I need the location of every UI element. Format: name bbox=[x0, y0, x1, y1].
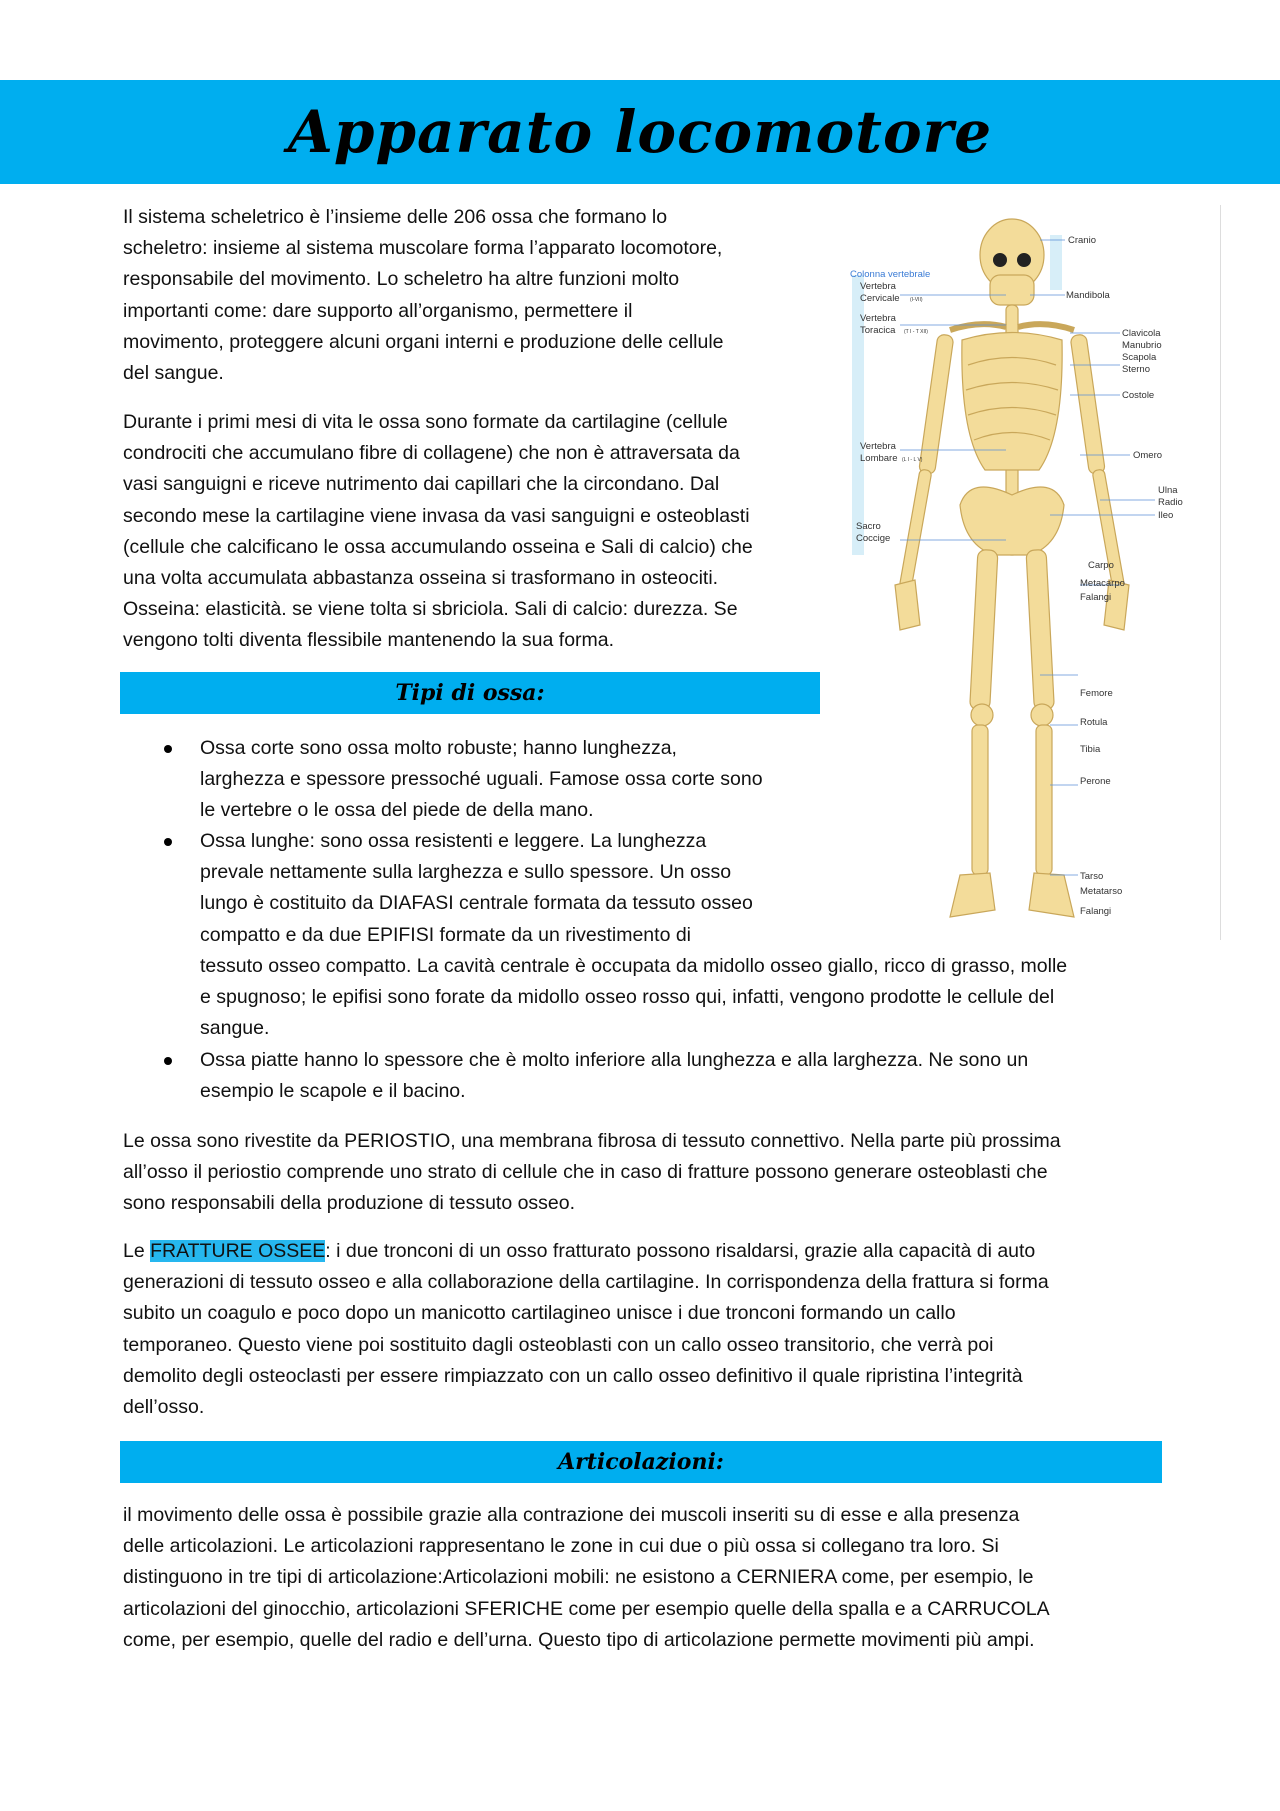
text-line: il movimento delle ossa è possibile grazie alla contrazione dei muscoli inseriti su di esse e alla presenza bbox=[123, 1504, 1020, 1526]
fratture-paragraph bbox=[123, 1236, 1049, 1423]
text-fragment: Le bbox=[123, 1240, 151, 1262]
text-line: demolito degli osteoclasti per essere rimpiazzato con un callo osseo definitivo il quale ripristina l’integrità bbox=[123, 1364, 1023, 1387]
bullet-dot bbox=[164, 745, 172, 753]
eye-socket bbox=[1017, 253, 1031, 267]
label-cervicale: Cervicale bbox=[860, 293, 900, 304]
text-line: tessuto osseo compatto. La cavità centrale è occupata da midollo osseo giallo, ricco di grasso, molle bbox=[200, 954, 1068, 977]
text-line: dell’osso. bbox=[123, 1396, 205, 1419]
bullet-ossa-piatte bbox=[200, 1045, 1028, 1107]
text-line: condrociti che accumulano fibre di collagene) che non è attraversata da bbox=[123, 442, 740, 465]
bullet-dot bbox=[164, 1057, 172, 1065]
text-line: all’osso il periostio comprende uno strato di cellule che in caso di fratture possono generare osteoblasti che bbox=[123, 1161, 1048, 1184]
label-falangi: Falangi bbox=[1080, 592, 1112, 603]
label-sterno: Sterno bbox=[1122, 364, 1150, 375]
label-ulna: Ulna bbox=[1158, 485, 1178, 496]
text-line: Ossa lunghe: sono ossa resistenti e leggere. La lunghezza bbox=[200, 830, 707, 852]
text-line: generazioni di tessuto osseo e alla collaborazione della cartilagine. In corrispondenza della frattura si forma bbox=[123, 1271, 1049, 1294]
text-line: Durante i primi mesi di vita le ossa sono formate da cartilagine (cellule bbox=[123, 411, 728, 433]
label-omero: Omero bbox=[1133, 450, 1163, 461]
text-line: subito un coagulo e poco dopo un manicotto cartilagineo unisce i due tronconi formando un callo bbox=[123, 1302, 956, 1325]
text-line: larghezza e spessore pressoché uguali. Famose ossa corte sono bbox=[200, 768, 763, 791]
label-costole: Costole bbox=[1122, 390, 1155, 401]
label-lombare: Lombare bbox=[860, 453, 898, 464]
text-line: sangue. bbox=[200, 1017, 270, 1040]
text-line: (cellule che calcificano le ossa accumulando osseina e Sali di calcio) che bbox=[123, 535, 753, 558]
text-line: una volta accumulata abbastanza osseina si trasformano in osteociti. bbox=[123, 567, 719, 590]
periostio-paragraph bbox=[123, 1126, 1061, 1220]
section-heading-tipi-di-ossa bbox=[120, 672, 820, 714]
text-line: movimento, proteggere alcuni organi interni e produzione delle cellule bbox=[123, 330, 724, 353]
section-heading-text: Articolazioni: bbox=[558, 1449, 724, 1475]
text-line: importanti come: dare supporto all’organismo, permettere il bbox=[123, 299, 633, 322]
text-line: secondo mese la cartilagine viene invasa da vasi sanguigni e osteoblasti bbox=[123, 504, 750, 527]
label-scapola: Scapola bbox=[1122, 352, 1157, 363]
text-line: Il sistema scheletrico è l’insieme delle 206 ossa che formano lo bbox=[123, 206, 668, 228]
text-line: temporaneo. Questo viene poi sostituito dagli osteoblasti con un callo osseo transitorio, che verrà poi bbox=[123, 1333, 994, 1356]
section-heading-text: Tipi di ossa: bbox=[395, 680, 545, 706]
label-metacarpo: Metacarpo bbox=[1080, 578, 1125, 589]
label-vertebra: Vertebra bbox=[860, 313, 896, 324]
label-tibia: Tibia bbox=[1080, 744, 1101, 755]
label-vertebra: Vertebra bbox=[860, 281, 896, 292]
label-metatarso: Metatarso bbox=[1080, 886, 1123, 897]
text-line: come, per esempio, quelle del radio e dell’urna. Questo tipo di articolazione permette movimenti più ampi. bbox=[123, 1628, 1035, 1651]
label-coccige: Coccige bbox=[856, 533, 891, 544]
label-manubrio: Manubrio bbox=[1122, 340, 1162, 351]
label-toracica-range: (T I - T XII) bbox=[904, 329, 928, 335]
text-line: delle articolazioni. Le articolazioni rappresentano le zone in cui due o più ossa si collegano tra loro. Si bbox=[123, 1535, 999, 1558]
bullet-dot bbox=[164, 838, 172, 846]
intro-paragraph-2 bbox=[123, 407, 753, 657]
text-line: Le ossa sono rivestite da PERIOSTIO, una membrana fibrosa di tessuto connettivo. Nella parte più prossima bbox=[123, 1130, 1061, 1152]
text-line: vengono tolti diventa flessibile mantenendo la sua forma. bbox=[123, 629, 615, 652]
text-line: articolazioni del ginocchio, articolazioni SFERICHE come per esempio quelle della spalla e a CARRUCOLA bbox=[123, 1597, 1050, 1620]
text-line: le vertebre o le ossa del piede de della mano. bbox=[200, 799, 594, 822]
label-cervicale-range: (I-VII) bbox=[910, 297, 923, 303]
label-sacro: Sacro bbox=[856, 521, 881, 532]
section-heading-articolazioni bbox=[120, 1441, 1162, 1483]
highlighted-term: FRATTURE OSSEE bbox=[150, 1240, 326, 1262]
label-radio: Radio bbox=[1158, 497, 1183, 508]
eye-socket bbox=[993, 253, 1007, 267]
label-ileo: Ileo bbox=[1158, 510, 1174, 521]
label-vertebra: Vertebra bbox=[860, 441, 896, 452]
label-clavicola: Clavicola bbox=[1122, 328, 1161, 339]
label-falangi-piede: Falangi bbox=[1080, 906, 1112, 917]
label-toracica: Toracica bbox=[860, 325, 896, 336]
text-line: distinguono in tre tipi di articolazione:Articolazioni mobili: ne esistono a CERNIERA come, per esempio, le bbox=[123, 1566, 1034, 1589]
label-femore: Femore bbox=[1080, 688, 1113, 699]
label-carpo: Carpo bbox=[1088, 560, 1114, 571]
label-mandibola: Mandibola bbox=[1066, 290, 1110, 301]
text-line: compatto e da due EPIFISI formate da un rivestimento di bbox=[200, 923, 692, 946]
text-line: esempio le scapole e il bacino. bbox=[200, 1080, 466, 1103]
text-line bbox=[123, 1236, 1049, 1267]
text-line: e spugnoso; le epifisi sono forate da midollo osseo rosso qui, infatti, vengono prodotte le cellule del bbox=[200, 986, 1055, 1009]
label-lombare-range: (L I - L V) bbox=[902, 457, 923, 463]
bullet-ossa-corte bbox=[200, 733, 763, 827]
text-line: sono responsabili della produzione di tessuto osseo. bbox=[123, 1192, 576, 1215]
text-line: lungo è costituito da DIAFASI centrale formata da tessuto osseo bbox=[200, 892, 753, 915]
text-line: Ossa piatte hanno lo spessore che è molto inferiore alla lunghezza e alla larghezza. Ne sono un bbox=[200, 1049, 1029, 1071]
label-tarso: Tarso bbox=[1080, 871, 1104, 882]
title-bar bbox=[0, 80, 1280, 184]
label-cranio: Cranio bbox=[1068, 235, 1096, 246]
skeleton-illustration bbox=[840, 205, 1220, 940]
text-line: responsabile del movimento. Lo scheletro ha altre funzioni molto bbox=[123, 268, 680, 291]
intro-paragraph-1 bbox=[123, 202, 724, 389]
skull-bracket bbox=[1050, 235, 1062, 290]
text-line: Osseina: elasticità. se viene tolta si sbriciola. Sali di calcio: durezza. Se bbox=[123, 598, 738, 621]
text-line: vasi sanguigni e riceve nutrimento dai capillari che la circondano. Dal bbox=[123, 473, 720, 496]
articolazioni-paragraph bbox=[123, 1500, 1050, 1656]
text-line: Ossa corte sono ossa molto robuste; hanno lunghezza, bbox=[200, 737, 677, 759]
text-line: del sangue. bbox=[123, 362, 224, 385]
page-title: Apparato locomotore bbox=[287, 98, 993, 166]
text-line: scheletro: insieme al sistema muscolare forma l’apparato locomotore, bbox=[123, 237, 723, 260]
label-perone: Perone bbox=[1080, 776, 1111, 787]
text-fragment: : i due tronconi di un osso fratturato possono risaldarsi, grazie alla capacità di auto bbox=[325, 1240, 1036, 1262]
text-line: prevale nettamente sulla larghezza e sullo spessore. Un osso bbox=[200, 861, 732, 884]
label-colonna-vertebrale: Colonna vertebrale bbox=[850, 269, 931, 280]
skeleton-diagram bbox=[840, 205, 1221, 940]
label-rotula: Rotula bbox=[1080, 717, 1108, 728]
